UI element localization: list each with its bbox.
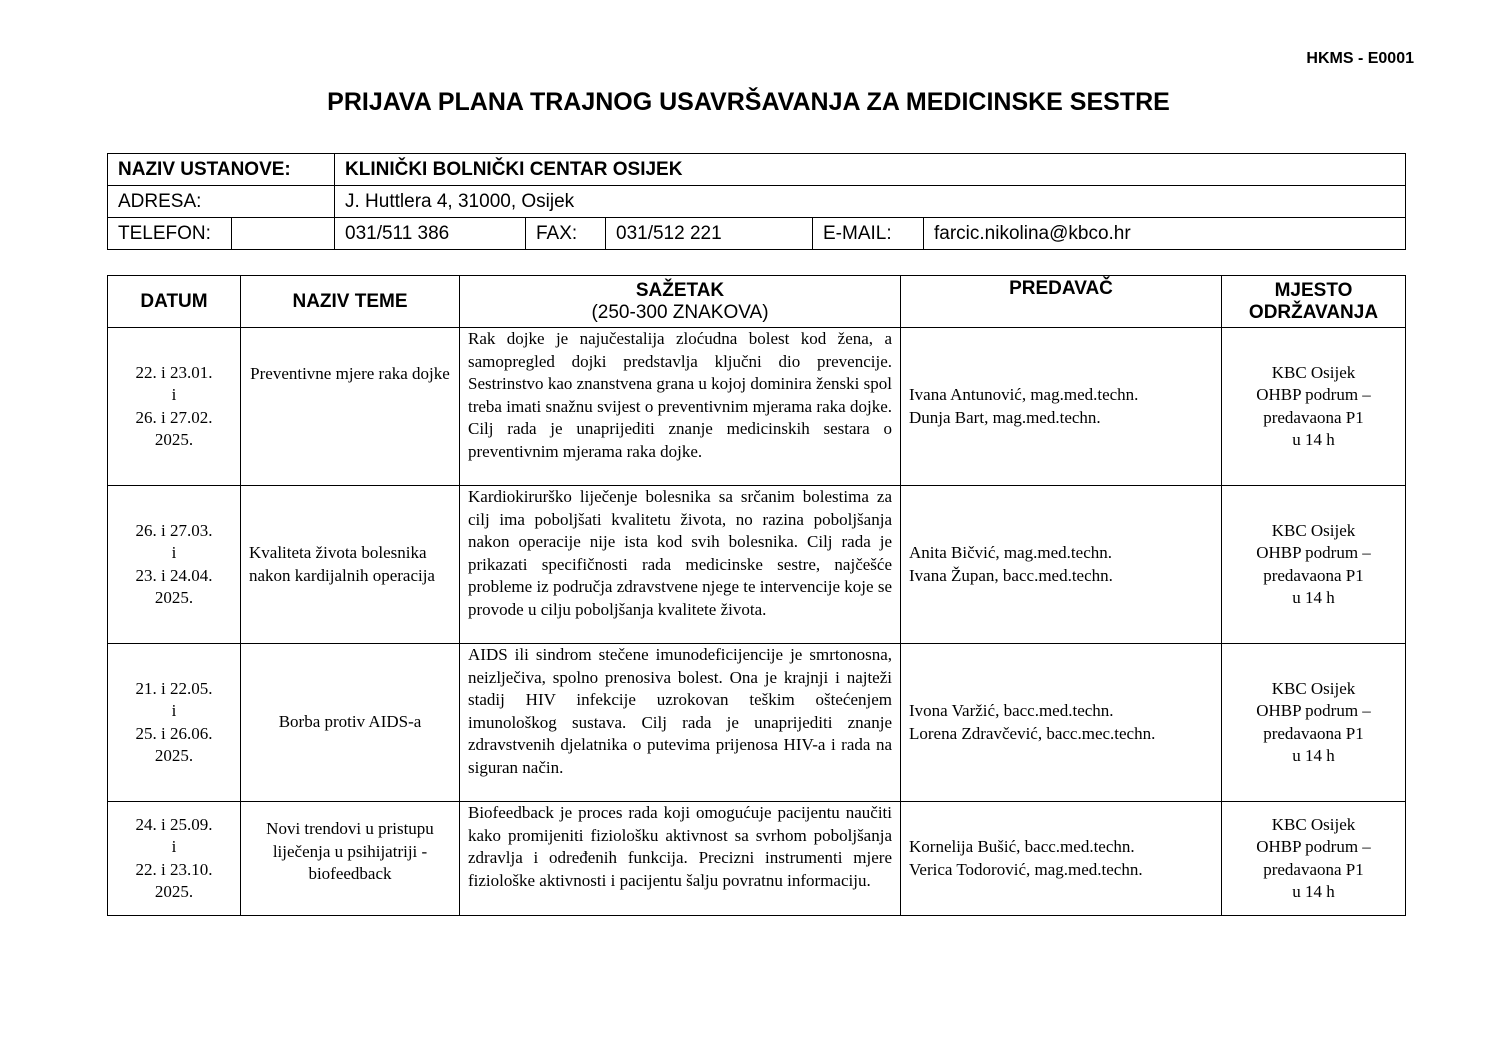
address-row bbox=[108, 186, 1406, 218]
date-line: 25. i 26.06. bbox=[135, 723, 213, 743]
lecturer-cell bbox=[901, 644, 1222, 802]
lecturer-name: Ivona Varžić, bacc.med.techn. bbox=[909, 701, 1114, 720]
header-lecturer: PREDAVAČ bbox=[901, 276, 1222, 328]
summary-cell: Kardiokirurško liječenje bolesnika sa srčanim bolestima za cilj ima poboljšati kvalitetu života, no razina poboljšanja nakon operacije nije ista kod svih bolesnika. Cilj rada je prikazati specifičnosti rada medicinske sestre, najčešće probleme iz područja zdravstvene njege te intervencije koje se provode u cilju poboljšanja kvalitete života. bbox=[460, 486, 901, 644]
lecturer-cell bbox=[901, 802, 1222, 916]
header-summary-subtitle: (250-300 ZNAKOVA) bbox=[591, 301, 769, 323]
topic-cell: Novi trendovi u pristupu liječenja u psihijatriji - biofeedback bbox=[241, 802, 460, 916]
date-line: 24. i 25.09. bbox=[135, 814, 213, 834]
summary-cell: AIDS ili sindrom stečene imunodeficijencije je smrtonosna, neizlječiva, spolno prenosiva bolest. Ona je krajnji i najteži stadij HIV infekcije uzrokovan teškim oštećenjem imunološkog sustava. Cilj rada je unaprijediti znanje zdravstvenih djelatnika o putevima prijenosa HIV-a i rada na siguran način. bbox=[460, 644, 901, 802]
institution-label: NAZIV USTANOVE: bbox=[108, 154, 335, 186]
fax-label: FAX: bbox=[526, 218, 606, 250]
place-line: KBC Osijek bbox=[1271, 678, 1356, 698]
date-line: i bbox=[171, 701, 177, 720]
email-value[interactable]: farcic.nikolina@kbco.hr bbox=[924, 218, 1406, 250]
date-cell bbox=[108, 328, 241, 486]
institution-row bbox=[108, 154, 1406, 186]
date-line: 26. i 27.03. bbox=[135, 520, 213, 540]
date-line: i bbox=[171, 837, 177, 856]
phone-cell bbox=[108, 218, 335, 250]
place-line: u 14 h bbox=[1292, 882, 1335, 901]
date-line: 21. i 22.05. bbox=[135, 678, 213, 698]
summary-cell: Biofeedback je proces rada koji omogućuje pacijentu naučiti kako promijeniti fiziološku aktivnost sa svrhom poboljšanja zdravlja i određenih funkcija. Precizni instrumenti mjere fiziološke aktivnosti i pacijentu šalju povratnu informaciju. bbox=[460, 802, 901, 916]
table-row bbox=[108, 802, 1406, 916]
place-line: KBC Osijek bbox=[1271, 362, 1356, 382]
date-line: 2025. bbox=[154, 430, 194, 449]
place-cell bbox=[1222, 802, 1406, 916]
address-value: J. Huttlera 4, 31000, Osijek bbox=[335, 186, 1406, 218]
institution-value: KLINIČKI BOLNIČKI CENTAR OSIJEK bbox=[335, 154, 1406, 186]
date-line: 26. i 27.02. bbox=[135, 407, 213, 427]
table-row bbox=[108, 328, 1406, 486]
place-cell bbox=[1222, 328, 1406, 486]
date-line: 2025. bbox=[154, 882, 194, 901]
date-line: i bbox=[171, 385, 177, 404]
place-line: u 14 h bbox=[1292, 430, 1335, 449]
date-line: 23. i 24.04. bbox=[135, 565, 213, 585]
lecturer-name: Kornelija Bušić, bacc.med.techn. bbox=[909, 837, 1135, 856]
topic-cell: Preventivne mjere raka dojke bbox=[241, 328, 460, 486]
email-label: E-MAIL: bbox=[813, 218, 924, 250]
place-line: predavaona P1 bbox=[1263, 407, 1364, 427]
summary-cell: Rak dojke je najučestalija zloćudna bolest kod žena, a samopregled dojki predstavlja ključni dio prevencije. Sestrinstvo kao znanstvena grana u kojoj dominira ženski spol treba imati snažnu svijest o preventivnim mjerama raka dojke. Cilj rada je unaprijediti znanje medicinskih sestara o preventivnim mjerama raka dojke. bbox=[460, 328, 901, 486]
topic-cell: Kvaliteta života bolesnika nakon kardijalnih operacija bbox=[241, 486, 460, 644]
date-line: 2025. bbox=[154, 588, 194, 607]
header-place: MJESTO ODRŽAVANJA bbox=[1222, 276, 1406, 328]
address-label: ADRESA: bbox=[108, 186, 335, 218]
place-cell bbox=[1222, 644, 1406, 802]
training-plan-table bbox=[107, 275, 1406, 916]
date-cell bbox=[108, 644, 241, 802]
topic-cell: Borba protiv AIDS-a bbox=[241, 644, 460, 802]
lecturer-name: Lorena Zdravčević, bacc.mec.techn. bbox=[909, 723, 1156, 743]
header-date: DATUM bbox=[108, 276, 241, 328]
lecturer-name: Ivana Župan, bacc.med.techn. bbox=[909, 565, 1113, 585]
fax-value: 031/512 221 bbox=[606, 218, 813, 250]
place-line: OHBP podrum – bbox=[1256, 385, 1371, 404]
lecturer-name: Anita Bičvić, mag.med.techn. bbox=[909, 543, 1112, 562]
institution-info-table bbox=[107, 153, 1406, 250]
place-line: OHBP podrum – bbox=[1256, 701, 1371, 720]
lecturer-name: Verica Todorović, mag.med.techn. bbox=[909, 859, 1143, 879]
place-line: u 14 h bbox=[1292, 746, 1335, 765]
page-title: PRIJAVA PLANA TRAJNOG USAVRŠAVANJA ZA MEDICINSKE SESTRE bbox=[327, 88, 1170, 116]
lecturer-name: Dunja Bart, mag.med.techn. bbox=[909, 407, 1101, 427]
phone-value: 031/511 386 bbox=[335, 218, 526, 250]
place-line: KBC Osijek bbox=[1271, 814, 1356, 834]
date-cell bbox=[108, 802, 241, 916]
place-line: predavaona P1 bbox=[1263, 565, 1364, 585]
date-line: 2025. bbox=[154, 746, 194, 765]
lecturer-cell bbox=[901, 486, 1222, 644]
table-row bbox=[108, 486, 1406, 644]
lecturer-name: Ivana Antunović, mag.med.techn. bbox=[909, 385, 1139, 404]
header-topic: NAZIV TEME bbox=[241, 276, 460, 328]
place-line: predavaona P1 bbox=[1263, 723, 1364, 743]
lecturer-cell bbox=[901, 328, 1222, 486]
date-cell bbox=[108, 486, 241, 644]
table-row bbox=[108, 644, 1406, 802]
date-line: 22. i 23.10. bbox=[135, 859, 213, 879]
contact-row bbox=[108, 218, 1406, 250]
phone-value-start bbox=[232, 218, 335, 249]
place-line: KBC Osijek bbox=[1271, 520, 1356, 540]
header-summary bbox=[460, 276, 901, 328]
date-line: 22. i 23.01. bbox=[135, 362, 213, 382]
phone-label: TELEFON: bbox=[108, 218, 232, 249]
document-code: HKMS - E0001 bbox=[1306, 50, 1414, 67]
table-header-row bbox=[108, 276, 1406, 328]
header-summary-title: SAŽETAK bbox=[635, 279, 725, 301]
date-line: i bbox=[171, 543, 177, 562]
place-line: predavaona P1 bbox=[1263, 859, 1364, 879]
place-line: OHBP podrum – bbox=[1256, 837, 1371, 856]
place-cell bbox=[1222, 486, 1406, 644]
place-line: OHBP podrum – bbox=[1256, 543, 1371, 562]
place-line: u 14 h bbox=[1292, 588, 1335, 607]
